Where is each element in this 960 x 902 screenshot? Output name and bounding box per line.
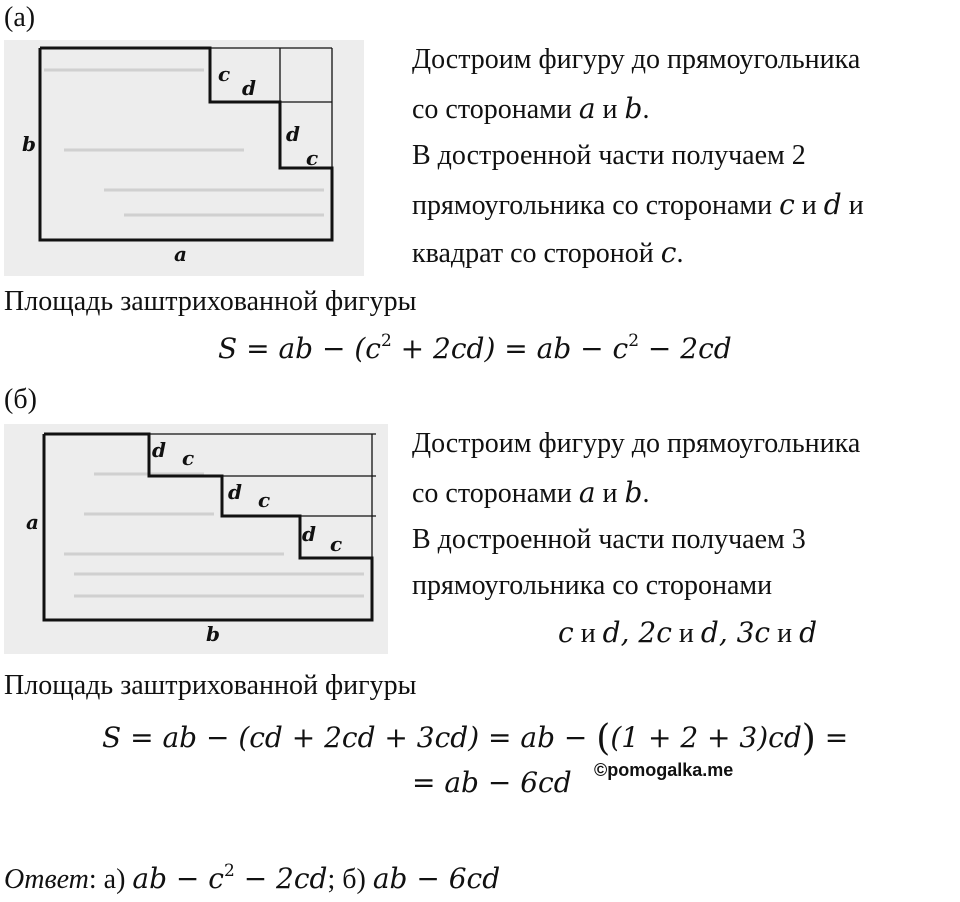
part-b-text-line-2: со сторонами a и b.	[412, 476, 650, 509]
answer-line: Ответ: а) ab − $c^2 - 2cd$; б) ab − 6cd	[4, 861, 501, 895]
answer-word: Ответ	[4, 864, 89, 895]
part-a-text-line-1: Достроим фигуру до прямоугольника	[412, 44, 861, 75]
figure-a-side-a: a	[174, 242, 187, 266]
figure-b-label-c2: c	[258, 488, 271, 512]
part-a-label: (а)	[4, 2, 36, 33]
part-b-text-line-1: Достроим фигуру до прямоугольника	[412, 428, 861, 459]
watermark: ©pomogalka.me	[594, 760, 734, 780]
part-b-text-line-4: прямоугольника со сторонами	[412, 570, 773, 601]
part-b-sides-list: c и d, 2c и d, 3c и d	[558, 616, 818, 649]
part-a-text-line-4: прямоугольника со сторонами c и d и	[412, 188, 864, 221]
figure-b-label-d2: d	[228, 480, 242, 504]
part-a-formula: S = ab − $(c^2 + 2cd)$ = ab − $c^2 - 2cd$	[218, 331, 732, 365]
part-b-formula-line-1: S = ab − (cd + 2cd + 3cd) = ab − ((1 + 2 + 3)cd) =	[102, 718, 849, 759]
figure-a-side-b: b	[22, 132, 36, 156]
figure-b-label-d1: d	[152, 438, 166, 462]
figure-a-label-d1: d	[242, 76, 256, 100]
figure-b-label-d3: d	[302, 522, 316, 546]
figure-a-label-c1: c	[218, 62, 231, 86]
figure-a-label-d2: d	[286, 122, 300, 146]
figure-b-label-c3: c	[330, 532, 343, 556]
figure-a-label-c2: c	[306, 146, 319, 170]
part-a-text-line-2: со сторонами a и b.	[412, 92, 650, 125]
part-b-text-line-3: В достроенной части получаем 3	[412, 524, 806, 555]
part-a-text-line-3: В достроенной части получаем 2	[412, 140, 806, 171]
figure-b-label-c1: c	[182, 446, 195, 470]
part-a-area-caption: Площадь заштрихованной фигуры	[4, 286, 417, 317]
part-a-text-line-5: квадрат со стороной c.	[412, 236, 684, 269]
figure-b-side-a: a	[26, 510, 39, 534]
part-b-formula-line-2: = ab − 6cd	[412, 766, 572, 799]
figure-b-side-b: b	[206, 622, 220, 646]
part-b-area-caption: Площадь заштрихованной фигуры	[4, 670, 417, 701]
part-b-label: (б)	[4, 384, 37, 415]
